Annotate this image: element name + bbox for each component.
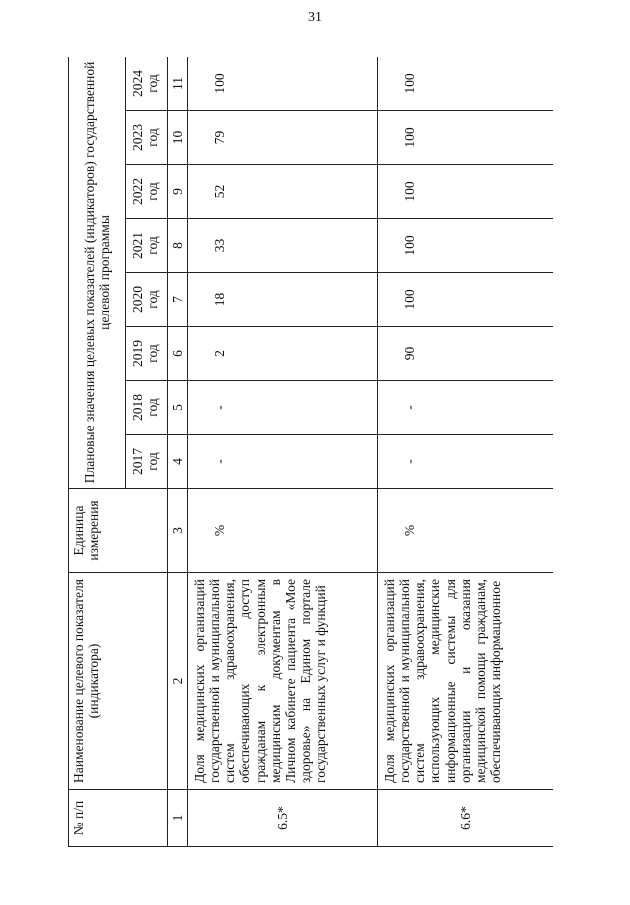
indicator-unit: % [188,489,378,573]
value-2020: 18 [188,273,378,327]
value-2024: 100 [378,57,553,111]
year-2023: 2023 год [126,111,168,165]
row-num: 6.5* [188,790,378,847]
value-2018: - [378,381,553,435]
value-2024: 100 [188,57,378,111]
header-unit: Единица измерения [69,489,168,573]
value-2021: 33 [188,219,378,273]
column-numbers-row [168,57,188,847]
year-2017: 2017 год [126,435,168,489]
col-number: 2 [168,573,188,790]
year-2019: 2019 год [126,327,168,381]
value-2023: 100 [378,111,553,165]
value-2022: 100 [378,165,553,219]
header-num: № п/п [69,790,168,847]
rotated-table [68,57,553,847]
value-2021: 100 [378,219,553,273]
indicator-name: Доля медицинских организаций государственной и муниципальной систем здравоохранения, использующих медицинские информационные системы для организации и оказания медицинской помощи гражданам, обеспечивающих информационное [378,573,553,790]
indicator-name: Доля медицинских организаций государственной и муниципальной систем здравоохранения, обеспечивающих доступ гражданам к электронным медицинским документам в Личном кабинете пациента «Мое здоровье» на Едином портале государственных услуг и функций [188,573,378,790]
col-number: 7 [168,273,188,327]
row-num: 6.6* [378,790,553,847]
header-planned: Плановые значения целевых показателей (индикаторов) государственной целевой программы [69,57,126,489]
rotated-table-container [68,57,553,847]
indicator-unit: % [378,489,553,573]
value-2017: - [378,435,553,489]
value-2023: 79 [188,111,378,165]
year-2020: 2020 год [126,273,168,327]
header-row [69,57,126,847]
year-2024: 2024 год [126,57,168,111]
year-2018: 2018 год [126,381,168,435]
col-number: 6 [168,327,188,381]
value-2017: - [188,435,378,489]
value-2018: - [188,381,378,435]
col-number: 4 [168,435,188,489]
col-number: 11 [168,57,188,111]
col-number: 9 [168,165,188,219]
col-number: 10 [168,111,188,165]
value-2022: 52 [188,165,378,219]
table-row [378,57,553,847]
col-number: 8 [168,219,188,273]
value-2019: 90 [378,327,553,381]
col-number: 1 [168,790,188,847]
value-2020: 100 [378,273,553,327]
year-2022: 2022 год [126,165,168,219]
value-2019: 2 [188,327,378,381]
col-number: 3 [168,489,188,573]
page-number: 31 [308,10,322,25]
year-2021: 2021 год [126,219,168,273]
table-row [188,57,378,847]
col-number: 5 [168,381,188,435]
indicators-table [68,57,553,847]
header-name: Наименование целевого показателя (индикатора) [69,573,168,790]
